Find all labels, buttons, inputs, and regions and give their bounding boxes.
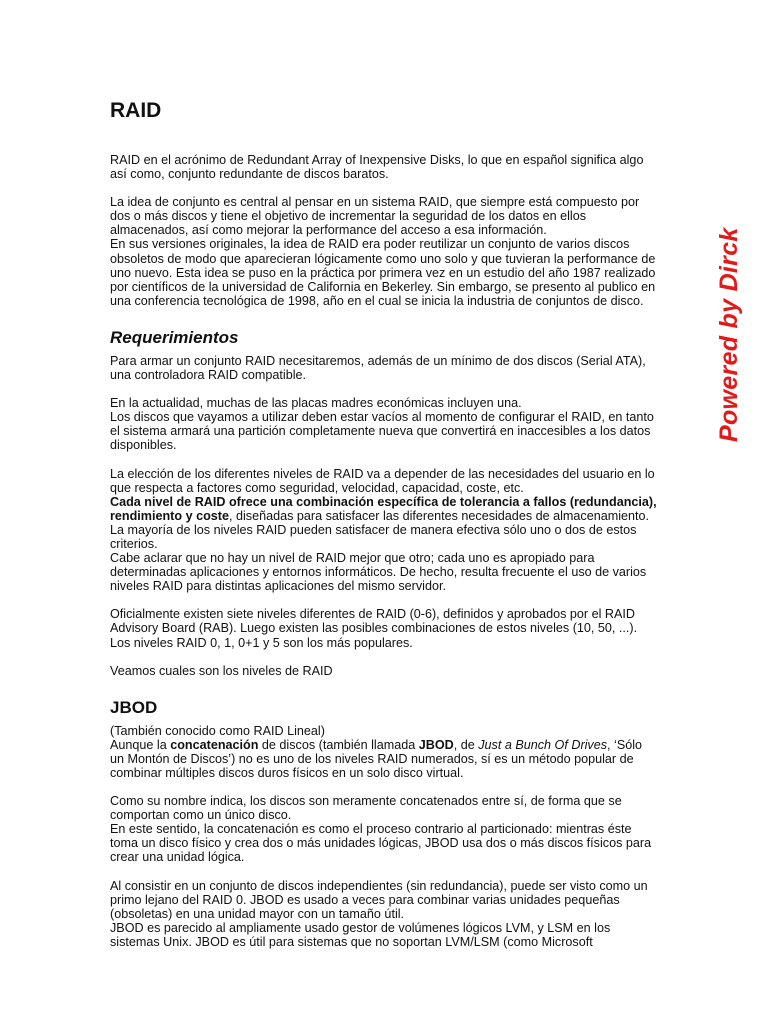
document-body [110, 98, 658, 949]
intro-paragraph-2: La idea de conjunto es central al pensar en un sistema RAID, que siempre está compuesto por dos o más discos y tiene el objetivo de incrementar la seguridad de los datos en ellos almacenados, así como mejorar la performance del acceso a esa información. [110, 195, 640, 238]
jbod-term-expansion: Just a Bunch Of Drives [478, 737, 608, 752]
page-title: RAID [110, 99, 162, 122]
jbod-paragraph-6: JBOD es parecido al ampliamente usado gestor de volúmenes lógicos LVM, y LSM en los sistemas Unix. JBOD es útil para sistemas que no soportan LVM/LSM (como Microsoft [110, 920, 611, 949]
jbod-paragraph-1: (También conocido como RAID Lineal) [110, 723, 325, 738]
req-emphasis: Cada nivel de RAID ofrece una combinación específica de tolerancia a fallos (redundancia), rendimiento y coste [110, 494, 657, 523]
jbod-p2-c: de discos (también llamada [258, 737, 419, 752]
req-paragraph-2: En la actualidad, muchas de las placas madres económicas incluyen una. [110, 396, 522, 411]
req-paragraph-5 [110, 495, 658, 551]
intro-paragraph-1: RAID en el acrónimo de Redundant Array of Inexpensive Disks, lo que en español significa algo así como, conjunto redundante de discos baratos. [110, 153, 644, 182]
jbod-term-concatenacion: concatenación [170, 737, 259, 752]
jbod-paragraph-4: En este sentido, la concatenación es como el proceso contrario al particionado: mientras éste toma un disco físico y crea dos o más unidades lógicas, JBOD usa dos o más discos físicos para crear una unidad lógica. [110, 822, 652, 865]
section-heading-requerimientos: Requerimientos [110, 327, 239, 347]
powered-by-watermark: Powered by Dirck [715, 227, 743, 442]
req-paragraph-8: Veamos cuales son los niveles de RAID [110, 663, 333, 678]
req-paragraph-3: Los discos que vayamos a utilizar deben estar vacíos al momento de configurar el RAID, en tanto el sistema armará una partición completamente nueva que convertirá en inaccesibles a los datos disponibles. [110, 410, 654, 453]
req-paragraph-6: Cabe aclarar que no hay un nivel de RAID mejor que otro; cada uno es apropiado para determinadas aplicaciones y entornos informáticos. De hecho, resulta frecuente el uso de varios niveles RAID para distintas aplicaciones del mismo servidor. [110, 551, 647, 594]
jbod-paragraph-3: Como su nombre indica, los discos son meramente concatenados entre sí, de forma que se comportan como un único disco. [110, 794, 622, 823]
intro-paragraph-3: En sus versiones originales, la idea de RAID era poder reutilizar un conjunto de varios discos obsoletos de modo que aparecieran lógicamente como uno solo y que tuvieran la performance de uno nuevo. Esta idea se puso en la práctica por primera vez en un estudio del año 1987 realizado por científicos de la universidad de California en Bekerley. Sin embargo, se presento al publico en una conferencia tecnológica de 1998, año en el cual se inicia la industria de conjuntos de disco. [110, 237, 656, 308]
section-heading-jbod: JBOD [110, 697, 158, 717]
req-paragraph-1: Para armar un conjunto RAID necesitaremos, además de un mínimo de dos discos (Serial ATA), una controladora RAID compatible. [110, 353, 646, 383]
jbod-p2-e: , de [453, 737, 479, 752]
jbod-paragraph-5: Al consistir en un conjunto de discos independientes (sin redundancia), puede ser visto como un primo lejano del RAID 0. JBOD es usado a veces para combinar varias unidades pequeñas (obsoletas) en una unidad mayor con un tamaño útil. [110, 878, 648, 921]
jbod-p2-g: , ‘Sólo un Montón de Discos’) no es uno de los niveles RAID numerados, sí es un método popular de combinar múltiples discos duros físicos en un solo disco virtual. [110, 737, 643, 780]
jbod-paragraph-2 [110, 738, 658, 780]
req-paragraph-7: Oficialmente existen siete niveles diferentes de RAID (0-6), definidos y aprobados por el RAID Advisory Board (RAB). Luego existen las posibles combinaciones de estos niveles (10, 50, ...). Los niveles RAID 0, 1, 0+1 y 5 son los más populares. [110, 607, 638, 650]
jbod-term-jbod: JBOD [418, 737, 454, 752]
req-paragraph-4: La elección de los diferentes niveles de RAID va a depender de las necesidades del usuario en lo que respecta a factores como seguridad, velocidad, capacidad, coste, etc. [110, 466, 655, 495]
jbod-p2-a: Aunque la [110, 737, 171, 752]
req-paragraph-5-rest: , diseñadas para satisfacer las diferentes necesidades de almacenamiento. La mayoría de los niveles RAID pueden satisfacer de manera efectiva sólo uno o dos de estos criterios. [110, 508, 650, 551]
